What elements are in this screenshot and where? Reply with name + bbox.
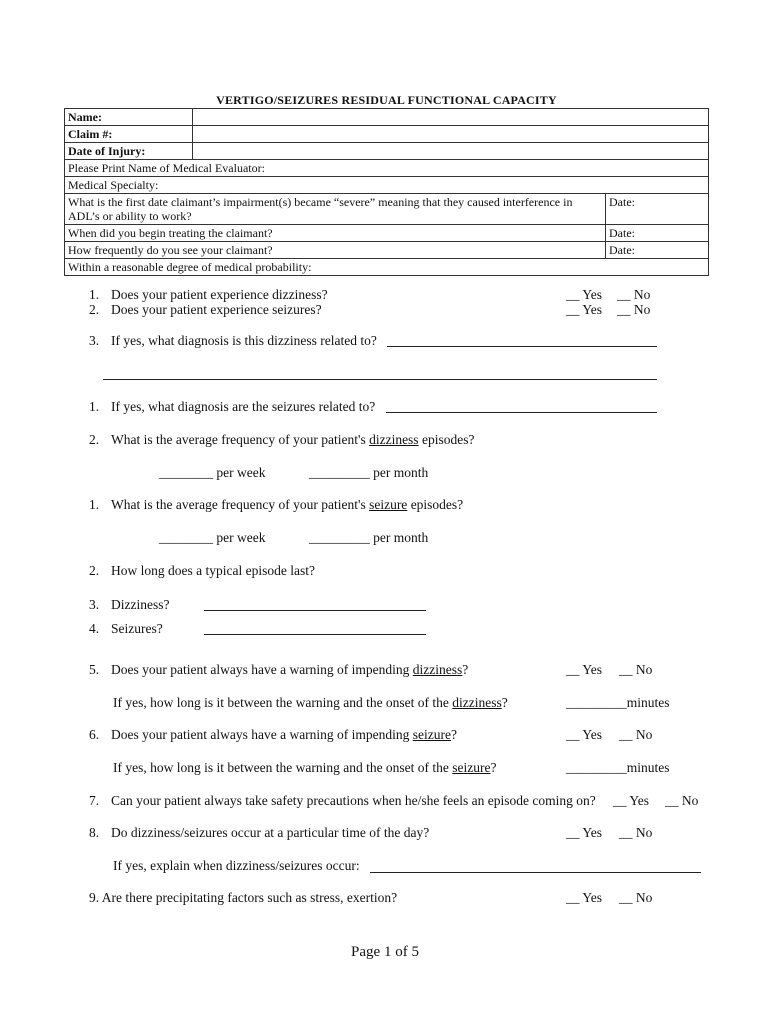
form-title: VERTIGO/SEIZURES RESIDUAL FUNCTIONAL CAPACITY — [216, 93, 557, 107]
q2-no-option[interactable]: __ No — [617, 302, 651, 317]
treating-date-field[interactable]: Date: — [606, 225, 709, 242]
time-of-day-explain-label: If yes, explain when dizziness/seizures occur: — [113, 858, 360, 873]
claimant-info-table — [64, 108, 709, 276]
seizure-warning-no[interactable]: __ No — [619, 727, 653, 742]
q2-yes-option[interactable]: __ Yes — [566, 302, 603, 317]
question-3: 3. If yes, what diagnosis is this dizziness related to? — [89, 333, 377, 348]
question-1: 1. Does your patient experience dizziness? — [89, 287, 328, 302]
precipitating-factors-yes[interactable]: __ Yes — [566, 890, 603, 905]
seizure-per-week[interactable]: ________ per week — [159, 530, 266, 545]
dizziness-warning-no[interactable]: __ No — [619, 662, 653, 677]
seizure-warning-time-question: If yes, how long is it between the warning and the onset of the seizure? — [113, 760, 497, 775]
question-seizure-frequency: 1. What is the average frequency of your patient's seizure episodes? — [89, 497, 464, 512]
page-number: Page 1 of 5 — [351, 944, 419, 960]
dizziness-warning-time-question: If yes, how long is it between the warning and the onset of the dizziness? — [113, 695, 508, 710]
question-seizure-warning: 6. Does your patient always have a warning of impending seizure? — [89, 727, 458, 742]
time-of-day-explain-line[interactable] — [370, 872, 701, 873]
date-of-injury-field[interactable] — [193, 143, 709, 160]
q1-no-option[interactable]: __ No — [617, 287, 651, 302]
seizure-duration-line[interactable] — [204, 634, 426, 635]
probability-statement: Within a reasonable degree of medical probability: — [65, 259, 709, 276]
question-episode-length: 2. How long does a typical episode last? — [89, 563, 315, 578]
question-precipitating-factors: 9. Are there precipitating factors such as stress, exertion? — [89, 890, 398, 905]
dizziness-diagnosis-line-1[interactable] — [387, 346, 657, 347]
seizure-per-month[interactable]: _________ per month — [309, 530, 429, 545]
name-field[interactable] — [193, 109, 709, 126]
specialty-field[interactable]: Medical Specialty: — [65, 177, 709, 194]
seizure-warning-minutes[interactable]: _________minutes — [566, 760, 670, 775]
date-of-injury-label: Date of Injury: — [65, 143, 193, 160]
claim-field[interactable] — [193, 126, 709, 143]
seizure-duration-label: 4. Seizures? — [89, 621, 163, 636]
question-2: 2. Does your patient experience seizures? — [89, 302, 322, 317]
severe-date-field[interactable]: Date: — [606, 194, 709, 225]
time-of-day-no[interactable]: __ No — [619, 825, 653, 840]
question-dizziness-warning: 5. Does your patient always have a warning of impending dizziness? — [89, 662, 469, 677]
safety-precautions-yes[interactable]: __ Yes — [613, 793, 650, 808]
dizziness-per-week[interactable]: ________ per week — [159, 465, 266, 480]
dizziness-duration-label: 3. Dizziness? — [89, 597, 170, 612]
dizziness-warning-minutes[interactable]: _________minutes — [566, 695, 670, 710]
q1-yes-option[interactable]: __ Yes — [566, 287, 603, 302]
dizziness-warning-yes[interactable]: __ Yes — [566, 662, 603, 677]
frequency-question: How frequently do you see your claimant? — [65, 242, 606, 259]
frequency-date-field[interactable]: Date: — [606, 242, 709, 259]
time-of-day-yes[interactable]: __ Yes — [566, 825, 603, 840]
question-time-of-day: 8. Do dizziness/seizures occur at a particular time of the day? — [89, 825, 430, 840]
question-safety-precautions: 7. Can your patient always take safety precautions when he/she feels an episode coming on? — [89, 793, 596, 808]
severe-date-question: What is the first date claimant’s impairment(s) became “severe” meaning that they caused interference in ADL’s or ability to work? — [65, 194, 606, 225]
safety-precautions-no[interactable]: __ No — [665, 793, 699, 808]
dizziness-per-month[interactable]: _________ per month — [309, 465, 429, 480]
evaluator-field[interactable]: Please Print Name of Medical Evaluator: — [65, 160, 709, 177]
dizziness-diagnosis-line-2[interactable] — [103, 379, 657, 380]
question-dizziness-frequency: 2. What is the average frequency of your patient's dizziness episodes? — [89, 432, 475, 447]
seizure-diagnosis-line[interactable] — [386, 412, 657, 413]
claim-label: Claim #: — [65, 126, 193, 143]
dizziness-duration-line[interactable] — [204, 610, 426, 611]
treating-question: When did you begin treating the claimant? — [65, 225, 606, 242]
name-label: Name: — [65, 109, 193, 126]
question-seizure-diagnosis: 1. If yes, what diagnosis are the seizures related to? — [89, 399, 376, 414]
seizure-warning-yes[interactable]: __ Yes — [566, 727, 603, 742]
precipitating-factors-no[interactable]: __ No — [619, 890, 653, 905]
